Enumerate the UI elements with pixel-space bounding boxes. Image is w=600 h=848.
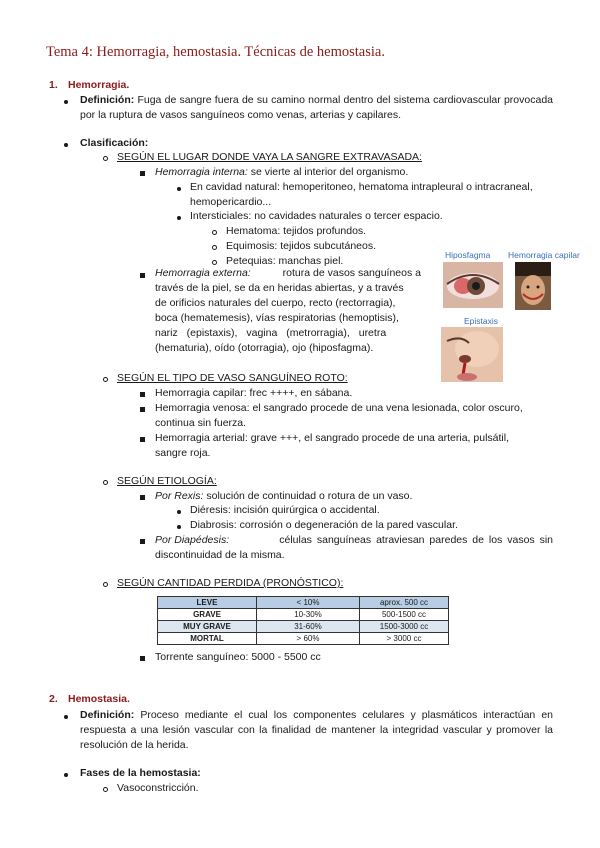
equimosis: Equimosis: tejidos subcutáneos. — [226, 240, 376, 252]
hemostasia-definition — [80, 708, 553, 753]
fase-vasoconstriccion: Vasoconstricción. — [117, 782, 199, 794]
torrente-sanguineo: Torrente sanguíneo: 5000 - 5500 cc — [155, 651, 321, 663]
severity-cell: < 10% — [257, 597, 360, 609]
severity-cell: MORTAL — [158, 633, 257, 645]
diapedesis-label: Por Diapédesis: — [155, 534, 230, 546]
page-title: Tema 4: Hemorragia, hemostasia. Técnicas de hemostasia. — [46, 44, 385, 60]
severity-cell: MUY GRAVE — [158, 621, 257, 633]
severity-cell: > 60% — [257, 633, 360, 645]
severity-row — [158, 597, 449, 609]
interna-label: Hemorragia interna: — [155, 166, 248, 178]
hemorragia-venosa-line1: Hemorragia venosa: el sangrado procede de una vena lesionada, color oscuro, — [155, 402, 523, 414]
interna-text: se vierte al interior del organismo. — [250, 166, 409, 178]
severity-cell: 500-1500 cc — [360, 609, 449, 621]
diapedesis-line: células sanguíneas atraviesan paredes de los vasos sin — [279, 534, 553, 546]
bullet-square — [140, 437, 145, 442]
bullet-dot — [177, 525, 181, 529]
severity-cell: LEVE — [158, 597, 257, 609]
eye-photo — [443, 262, 503, 308]
bullet-circle — [103, 377, 108, 382]
severity-cell: 10-30% — [257, 609, 360, 621]
fases-label: Fases de la hemostasia: — [80, 767, 201, 779]
hemorragia-arterial-line1: Hemorragia arterial: grave +++, el sangrado procede de una arteria, pulsátil, — [155, 432, 509, 444]
cantidad-heading: SEGÚN CANTIDAD PERDIDA (PRONÓSTICO): — [117, 577, 344, 589]
hemorragia-arterial-line2: sangre roja. — [155, 447, 211, 459]
section-2-heading: Hemostasia. — [68, 693, 130, 705]
tipo-vaso-heading: SEGÚN EL TIPO DE VASO SANGUÍNEO ROTO: — [117, 372, 348, 384]
bullet-circle — [212, 230, 217, 235]
lugar-heading: SEGÚN EL LUGAR DONDE VAYA LA SANGRE EXTRAVASADA: — [117, 151, 422, 163]
bullet-square — [140, 495, 145, 500]
section-1-heading: Hemorragia. — [68, 79, 130, 91]
bullet-square — [140, 392, 145, 397]
externa-line: (hematuria), oído (otorragia), ojo (hiposfagma). — [155, 342, 374, 354]
hemorragia-definition — [80, 93, 553, 123]
externa-line: boca (hematemesis), vías respiratorias (hemoptisis), — [155, 312, 399, 324]
definition-text: Proceso mediante el cual los componentes celulares y plasmáticos interactúan en respuesta a una lesión vascular con la finalidad de mantener la integridad vascular y promover la resolución de la herida. — [80, 709, 553, 751]
severity-cell: aprox. 500 cc — [360, 597, 449, 609]
bullet-dot — [64, 143, 68, 147]
definition-label: Definición: — [80, 709, 135, 721]
hematoma: Hematoma: tejidos profundos. — [226, 225, 367, 237]
severity-table — [157, 596, 449, 645]
cavidad-natural-line2: hemopericardio... — [190, 196, 272, 208]
bullet-square — [140, 656, 145, 661]
severity-cell: 31-60% — [257, 621, 360, 633]
petequias: Petequias: manchas piel. — [226, 255, 344, 267]
dieresis: Diéresis: incisión quirúrgica o accidental. — [190, 504, 380, 516]
definition-label: Definición: — [80, 94, 135, 106]
bullet-dot — [177, 510, 181, 514]
bullet-square — [140, 539, 145, 544]
rexis-text: solución de continuidad o rotura de un vaso. — [206, 490, 413, 502]
bullet-dot — [64, 773, 68, 777]
bullet-circle — [103, 582, 108, 587]
hemorragia-venosa-line2: continua sin fuerza. — [155, 417, 247, 429]
bullet-circle — [212, 260, 217, 265]
caption-hemorragia-capilar: Hemorragia capilar — [508, 250, 580, 260]
severity-row — [158, 621, 449, 633]
bullet-square — [140, 171, 145, 176]
etiologia-heading: SEGÚN ETIOLOGÍA: — [117, 475, 217, 487]
bullet-circle — [103, 156, 108, 161]
nosebleed-photo — [441, 327, 503, 382]
definition-text: Fuga de sangre fuera de su camino normal dentro del sistema cardiovascular provocada por la ruptura de vasos sanguíneos como venas, arterias y capilares. — [80, 94, 554, 121]
externa-line: través de la piel, se da en heridas abiertas, y a través — [155, 282, 404, 294]
bullet-circle — [103, 480, 108, 485]
caption-epistaxis: Epistaxis — [464, 316, 499, 326]
bullet-dot — [64, 715, 68, 719]
bullet-square — [140, 273, 145, 278]
diabrosis: Diabrosis: corrosión o degeneración de la pared vascular. — [190, 519, 458, 531]
section-1-number: 1. — [49, 79, 58, 91]
bullet-dot — [177, 216, 181, 220]
hemorragia-interna — [155, 165, 408, 180]
severity-cell: > 3000 cc — [360, 633, 449, 645]
externa-line: de orificios naturales del cuerpo, recto (rectorragia), — [155, 297, 396, 309]
severity-cell: GRAVE — [158, 609, 257, 621]
externa-line: rotura de vasos sanguíneos a — [282, 267, 421, 279]
bullet-circle — [103, 787, 108, 792]
bullet-circle — [212, 245, 217, 250]
bullet-dot — [177, 187, 181, 191]
section-2-number: 2. — [49, 693, 58, 705]
bullet-square — [140, 407, 145, 412]
bullet-dot — [64, 100, 68, 104]
intersticiales: Intersticiales: no cavidades naturales o tercer espacio. — [190, 210, 443, 222]
hemorragia-capilar: Hemorragia capilar: frec ++++, en sábana. — [155, 387, 353, 399]
por-rexis — [155, 489, 412, 504]
hemorragia-externa — [155, 266, 421, 356]
caption-hiposfagma: Hiposfagma — [445, 250, 491, 260]
severity-row — [158, 633, 449, 645]
rexis-label: Por Rexis: — [155, 490, 204, 502]
cavidad-natural-line1: En cavidad natural: hemoperitoneo, hematoma intrapleural o intracraneal, — [190, 181, 533, 193]
externa-label: Hemorragia externa: — [155, 267, 251, 279]
face-photo — [515, 262, 551, 310]
externa-line: nariz (epistaxis), vagina (metrorragia), uretra — [155, 327, 387, 339]
severity-row — [158, 609, 449, 621]
severity-cell: 1500-3000 cc — [360, 621, 449, 633]
diapedesis-line: discontinuidad de la misma. — [155, 549, 285, 561]
por-diapedesis — [155, 533, 553, 563]
clasificacion-label: Clasificación: — [80, 137, 149, 149]
